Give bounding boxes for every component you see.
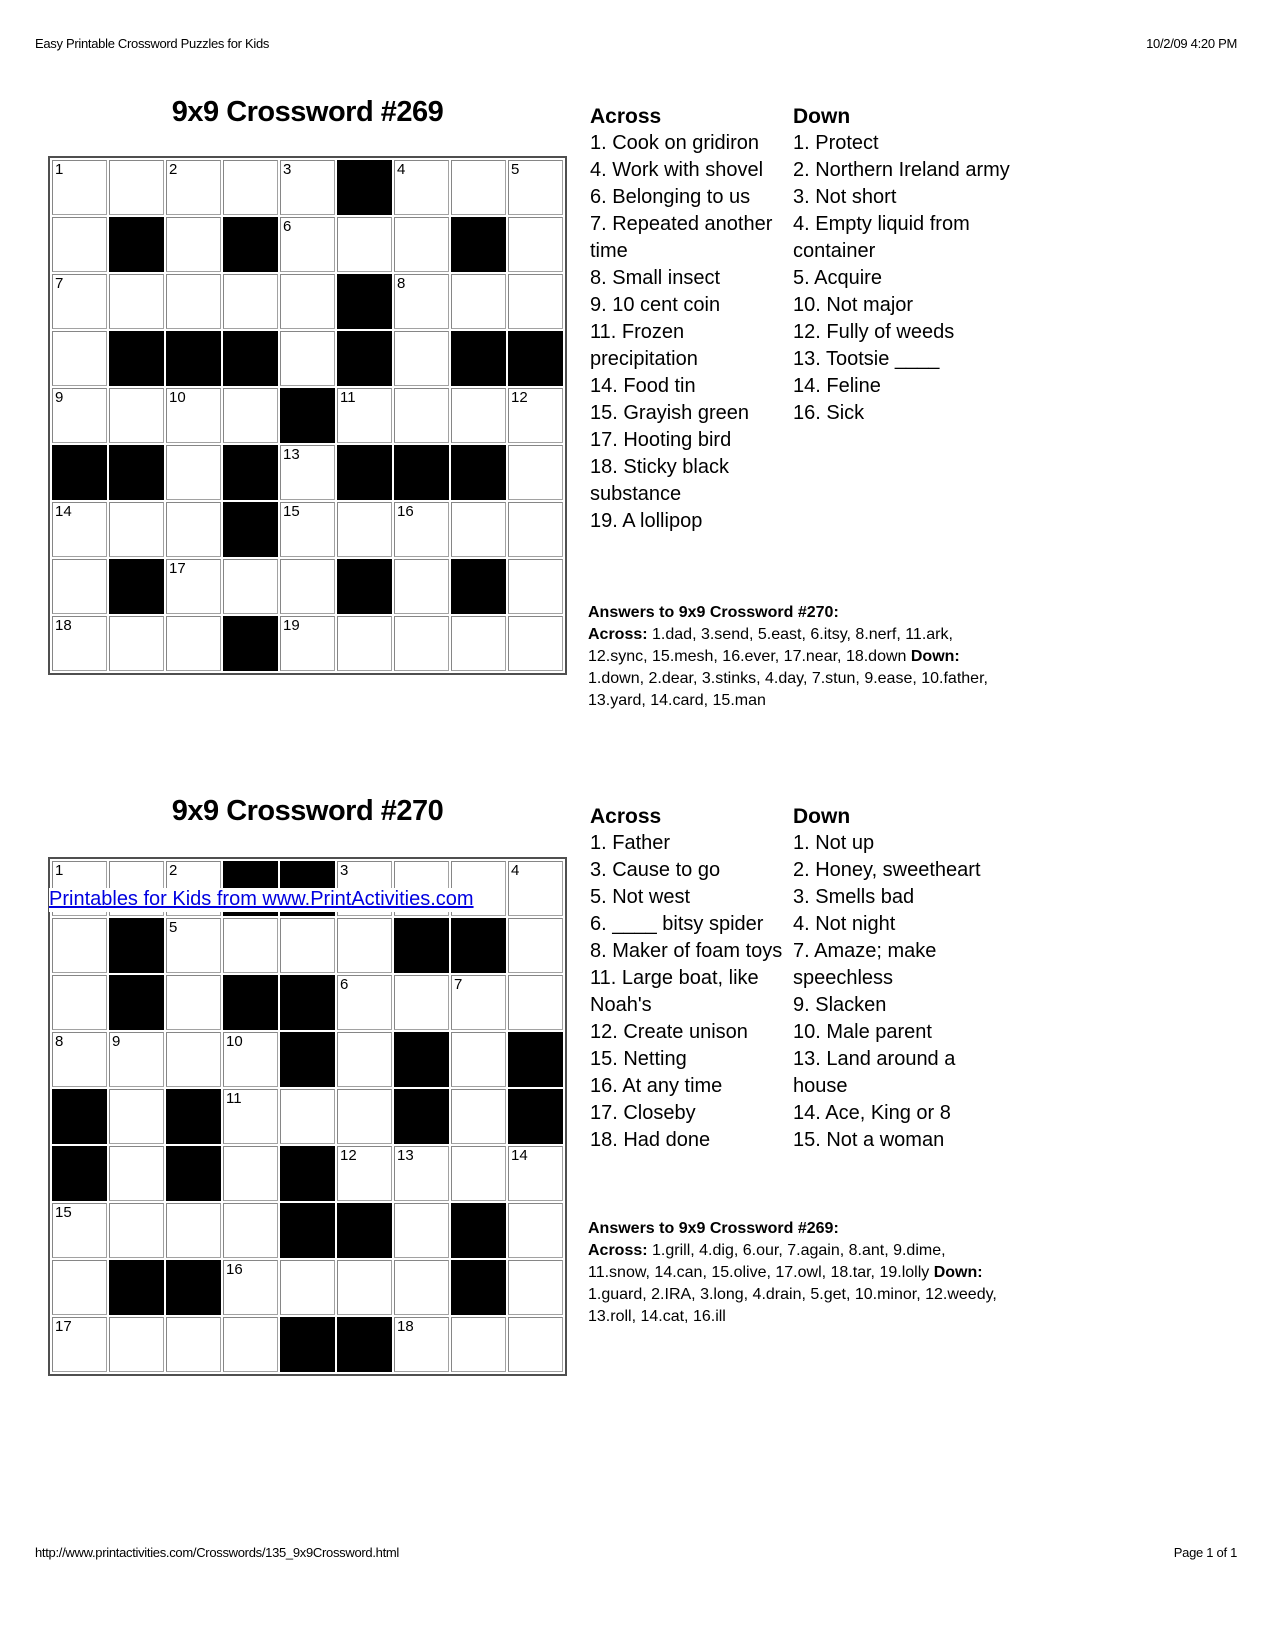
letter-cell <box>394 274 449 329</box>
crossword-grid <box>48 857 567 1376</box>
answers-block <box>588 602 1088 712</box>
black-cell <box>508 331 563 386</box>
letter-cell <box>223 1089 278 1144</box>
black-cell <box>394 918 449 973</box>
black-cell <box>337 331 392 386</box>
letter-cell <box>52 274 107 329</box>
black-cell <box>337 274 392 329</box>
letter-cell <box>223 1203 278 1258</box>
black-cell <box>451 559 506 614</box>
clue: 1. Not up <box>793 832 875 854</box>
black-cell <box>109 217 164 272</box>
cell-number: 17 <box>169 560 186 577</box>
letter-cell <box>508 274 563 329</box>
clue: 14. Food tin <box>590 375 696 397</box>
letter-cell <box>394 1317 449 1372</box>
letter-cell <box>52 1203 107 1258</box>
cell-number: 4 <box>397 161 406 178</box>
answers-line: 13.yard, 14.card, 15.man <box>588 692 766 709</box>
clue: 15. Grayish green <box>590 402 749 424</box>
letter-cell <box>451 502 506 557</box>
clue: 6. Belonging to us <box>590 186 751 208</box>
down-heading: Down <box>793 105 851 128</box>
clue: 7. Amaze; make speechless <box>793 940 937 989</box>
print-header-title: Easy Printable Crossword Puzzles for Kids <box>35 36 270 51</box>
letter-cell <box>52 616 107 671</box>
across-heading: Across <box>590 105 662 128</box>
letter-cell <box>52 160 107 215</box>
letter-cell <box>166 559 221 614</box>
cell-number: 14 <box>511 1147 528 1164</box>
clue: 4. Work with shovel <box>590 159 764 181</box>
answers-line: 1.guard, 2.IRA, 3.long, 4.drain, 5.get, 10.minor, 12.weedy, <box>588 1286 997 1303</box>
letter-cell <box>52 975 107 1030</box>
letter-cell <box>223 1146 278 1201</box>
black-cell <box>337 559 392 614</box>
answers-line: 1.down, 2.dear, 3.stinks, 4.day, 7.stun, 9.ease, 10.father, <box>588 670 988 687</box>
answers-line: 13.roll, 14.cat, 16.ill <box>588 1308 726 1325</box>
clue: 18. Sticky black substance <box>590 456 729 505</box>
black-cell <box>508 1089 563 1144</box>
cell-number: 18 <box>397 1318 414 1335</box>
cell-number: 10 <box>169 389 186 406</box>
clue: 12. Create unison <box>590 1021 748 1043</box>
cell-number: 1 <box>55 862 64 879</box>
cell-number: 11 <box>340 389 356 406</box>
across-heading: Across <box>590 805 662 828</box>
black-cell <box>109 918 164 973</box>
letter-cell <box>394 388 449 443</box>
letter-cell <box>52 1317 107 1372</box>
clue: 14. Ace, King or 8 <box>793 1102 951 1124</box>
cell-number: 8 <box>55 1033 64 1050</box>
cell-number: 3 <box>283 161 292 178</box>
cell-number: 5 <box>511 161 520 178</box>
black-cell <box>337 445 392 500</box>
letter-cell <box>166 217 221 272</box>
clue: 17. Closeby <box>590 1102 696 1124</box>
letter-cell <box>451 1146 506 1201</box>
black-cell <box>52 445 107 500</box>
letter-cell <box>394 559 449 614</box>
clue: 5. Acquire <box>793 267 882 289</box>
letter-cell <box>337 388 392 443</box>
cell-number: 13 <box>397 1147 414 1164</box>
cell-number: 13 <box>283 446 300 463</box>
clue: 11. Large boat, like Noah's <box>590 967 759 1016</box>
letter-cell <box>394 502 449 557</box>
letter-cell <box>280 160 335 215</box>
cell-number: 11 <box>226 1090 242 1107</box>
answers-line: 11.snow, 14.can, 15.olive, 17.owl, 18.tar, 19.lolly Down: <box>588 1264 983 1281</box>
letter-cell <box>166 1317 221 1372</box>
letter-cell <box>223 918 278 973</box>
clue: 7. Repeated another time <box>590 213 773 262</box>
letter-cell <box>280 274 335 329</box>
black-cell <box>223 217 278 272</box>
letter-cell <box>508 1203 563 1258</box>
clue: 3. Not short <box>793 186 897 208</box>
letter-cell <box>337 502 392 557</box>
letter-cell <box>280 445 335 500</box>
black-cell <box>109 559 164 614</box>
across-clues <box>590 130 785 535</box>
letter-cell <box>280 217 335 272</box>
down-heading: Down <box>793 805 851 828</box>
print-header-datetime: 10/2/09 4:20 PM <box>1146 36 1237 51</box>
black-cell <box>109 331 164 386</box>
cell-number: 19 <box>283 617 300 634</box>
answers-heading: Answers to 9x9 Crossword #270: <box>588 604 839 621</box>
cell-number: 15 <box>55 1204 72 1221</box>
letter-cell <box>394 331 449 386</box>
letter-cell <box>394 160 449 215</box>
letter-cell <box>223 559 278 614</box>
cell-number: 5 <box>169 919 178 936</box>
letter-cell <box>508 559 563 614</box>
cell-number: 1 <box>55 161 64 178</box>
black-cell <box>451 1203 506 1258</box>
black-cell <box>109 1260 164 1315</box>
black-cell <box>223 502 278 557</box>
letter-cell <box>109 1317 164 1372</box>
clue: 8. Small insect <box>590 267 721 289</box>
clue: 4. Not night <box>793 913 896 935</box>
cell-number: 3 <box>340 862 349 879</box>
letter-cell <box>337 1146 392 1201</box>
letter-cell <box>451 975 506 1030</box>
letter-cell <box>280 918 335 973</box>
letter-cell <box>109 1089 164 1144</box>
letter-cell <box>280 502 335 557</box>
letter-cell <box>52 388 107 443</box>
cell-number: 6 <box>283 218 292 235</box>
black-cell <box>52 1146 107 1201</box>
letter-cell <box>109 1032 164 1087</box>
black-cell <box>394 1089 449 1144</box>
down-clues-column <box>793 803 998 1154</box>
black-cell <box>223 616 278 671</box>
letter-cell <box>52 331 107 386</box>
black-cell <box>337 1317 392 1372</box>
letter-cell <box>337 616 392 671</box>
cell-number: 9 <box>55 389 64 406</box>
letter-cell <box>508 388 563 443</box>
letter-cell <box>508 1317 563 1372</box>
letter-cell <box>52 1032 107 1087</box>
letter-cell <box>508 160 563 215</box>
clue: 16. At any time <box>590 1075 723 1097</box>
footer-page-number: Page 1 of 1 <box>1173 1545 1237 1560</box>
cell-number: 12 <box>511 389 528 406</box>
letter-cell <box>52 217 107 272</box>
clue: 13. Tootsie ____ <box>793 348 940 370</box>
down-clues <box>793 830 998 1154</box>
answers-line: Across: 1.grill, 4.dig, 6.our, 7.again, 8.ant, 9.dime, <box>588 1242 946 1259</box>
letter-cell <box>508 1146 563 1201</box>
footer-url: http://www.printactivities.com/Crosswords/135_9x9Crossword.html <box>35 1545 400 1560</box>
letter-cell <box>451 1317 506 1372</box>
black-cell <box>109 975 164 1030</box>
clue: 13. Land around a house <box>793 1048 956 1097</box>
clue: 1. Father <box>590 832 671 854</box>
across-clues <box>590 830 785 1154</box>
down-clues <box>793 130 1028 427</box>
letter-cell <box>223 1260 278 1315</box>
black-cell <box>166 1260 221 1315</box>
letter-cell <box>337 1260 392 1315</box>
puzzle-title: 9x9 Crossword #269 <box>171 96 444 128</box>
black-cell <box>451 918 506 973</box>
letter-cell <box>109 1146 164 1201</box>
clue: 8. Maker of foam toys <box>590 940 783 962</box>
puzzle-title: 9x9 Crossword #270 <box>171 795 444 827</box>
cell-number: 9 <box>112 1033 121 1050</box>
letter-cell <box>337 918 392 973</box>
clue: 17. Hooting bird <box>590 429 732 451</box>
letter-cell <box>508 616 563 671</box>
letter-cell <box>166 502 221 557</box>
letter-cell <box>52 502 107 557</box>
clue: 2. Honey, sweetheart <box>793 859 981 881</box>
black-cell <box>166 331 221 386</box>
letter-cell <box>223 1317 278 1372</box>
answers-block <box>588 1218 1088 1328</box>
black-cell <box>166 1146 221 1201</box>
letter-cell <box>166 1032 221 1087</box>
letter-cell <box>394 975 449 1030</box>
black-cell <box>280 388 335 443</box>
letter-cell <box>337 1032 392 1087</box>
letter-cell <box>166 160 221 215</box>
black-cell <box>337 160 392 215</box>
letter-cell <box>451 1032 506 1087</box>
black-cell <box>280 1203 335 1258</box>
letter-cell <box>508 918 563 973</box>
cell-number: 16 <box>397 503 414 520</box>
letter-cell <box>280 559 335 614</box>
letter-cell <box>109 160 164 215</box>
letter-cell <box>109 274 164 329</box>
cell-number: 14 <box>55 503 72 520</box>
letter-cell <box>508 975 563 1030</box>
black-cell <box>451 445 506 500</box>
letter-cell <box>223 160 278 215</box>
clue: 4. Empty liquid from container <box>793 213 970 262</box>
clue: 11. Frozen precipitation <box>590 321 698 370</box>
letter-cell <box>223 274 278 329</box>
clue: 19. A lollipop <box>590 510 703 532</box>
clue: 15. Not a woman <box>793 1129 945 1151</box>
letter-cell <box>394 616 449 671</box>
clue: 1. Protect <box>793 132 879 154</box>
letter-cell <box>451 160 506 215</box>
printactivities-watermark-link[interactable]: Printables for Kids from www.PrintActivities.com <box>49 888 474 910</box>
answers-line: Across: 1.dad, 3.send, 5.east, 6.itsy, 8.nerf, 11.ark, <box>588 626 953 643</box>
clue: 3. Smells bad <box>793 886 915 908</box>
black-cell <box>508 1032 563 1087</box>
answers-lines <box>588 1240 1088 1328</box>
answers-heading: Answers to 9x9 Crossword #269: <box>588 1220 839 1237</box>
letter-cell <box>166 274 221 329</box>
letter-cell <box>166 388 221 443</box>
cell-number: 8 <box>397 275 406 292</box>
clue: 18. Had done <box>590 1129 711 1151</box>
cell-number: 6 <box>340 976 349 993</box>
black-cell <box>166 1089 221 1144</box>
cell-number: 15 <box>283 503 300 520</box>
letter-cell <box>394 1260 449 1315</box>
letter-cell <box>508 217 563 272</box>
letter-cell <box>166 1203 221 1258</box>
black-cell <box>394 1032 449 1087</box>
letter-cell <box>109 502 164 557</box>
letter-cell <box>508 502 563 557</box>
black-cell <box>280 1146 335 1201</box>
clue: 2. Northern Ireland army <box>793 159 1010 181</box>
black-cell <box>223 975 278 1030</box>
letter-cell <box>109 1203 164 1258</box>
letter-cell <box>337 1089 392 1144</box>
answers-lines <box>588 624 1088 712</box>
answers-line: 12.sync, 15.mesh, 16.ever, 17.near, 18.down Down: <box>588 648 960 665</box>
letter-cell <box>394 217 449 272</box>
black-cell <box>223 445 278 500</box>
letter-cell <box>451 1089 506 1144</box>
letter-cell <box>166 616 221 671</box>
clue: 6. ____ bitsy spider <box>590 913 764 935</box>
letter-cell <box>109 388 164 443</box>
letter-cell <box>508 1260 563 1315</box>
letter-cell <box>166 445 221 500</box>
clue: 1. Cook on gridiron <box>590 132 759 154</box>
cell-number: 2 <box>169 862 178 879</box>
clue: 9. 10 cent coin <box>590 294 721 316</box>
letter-cell <box>52 559 107 614</box>
clue: 9. Slacken <box>793 994 887 1016</box>
letter-cell <box>223 388 278 443</box>
black-cell <box>337 1203 392 1258</box>
black-cell <box>280 1032 335 1087</box>
across-clues-column <box>590 803 785 1154</box>
cell-number: 18 <box>55 617 72 634</box>
black-cell <box>109 445 164 500</box>
clue: 3. Cause to go <box>590 859 721 881</box>
letter-cell <box>337 217 392 272</box>
crossword-grid <box>48 156 567 675</box>
down-clues-column <box>793 103 1028 427</box>
cell-number: 7 <box>454 976 463 993</box>
letter-cell <box>508 445 563 500</box>
across-clues-column <box>590 103 785 535</box>
letter-cell <box>109 616 164 671</box>
cell-number: 2 <box>169 161 178 178</box>
clue: 15. Netting <box>590 1048 687 1070</box>
letter-cell <box>52 1260 107 1315</box>
black-cell <box>223 331 278 386</box>
black-cell <box>280 975 335 1030</box>
cell-number: 16 <box>226 1261 243 1278</box>
letter-cell <box>394 1146 449 1201</box>
letter-cell <box>166 918 221 973</box>
black-cell <box>280 1317 335 1372</box>
clue: 10. Male parent <box>793 1021 932 1043</box>
letter-cell <box>280 331 335 386</box>
cell-number: 12 <box>340 1147 357 1164</box>
clue: 10. Not major <box>793 294 914 316</box>
black-cell <box>52 1089 107 1144</box>
letter-cell <box>223 1032 278 1087</box>
clue: 16. Sick <box>793 402 865 424</box>
black-cell <box>451 217 506 272</box>
letter-cell <box>52 918 107 973</box>
letter-cell <box>451 616 506 671</box>
cell-number: 10 <box>226 1033 243 1050</box>
letter-cell <box>451 274 506 329</box>
letter-cell <box>394 1203 449 1258</box>
letter-cell <box>166 975 221 1030</box>
letter-cell <box>280 1089 335 1144</box>
cell-number: 4 <box>511 862 520 879</box>
black-cell <box>394 445 449 500</box>
letter-cell <box>337 975 392 1030</box>
clue: 12. Fully of weeds <box>793 321 955 343</box>
black-cell <box>451 331 506 386</box>
clue: 5. Not west <box>590 886 691 908</box>
cell-number: 7 <box>55 275 64 292</box>
letter-cell <box>280 1260 335 1315</box>
letter-cell <box>451 388 506 443</box>
letter-cell <box>508 861 563 916</box>
letter-cell <box>280 616 335 671</box>
black-cell <box>451 1260 506 1315</box>
cell-number: 17 <box>55 1318 72 1335</box>
clue: 14. Feline <box>793 375 881 397</box>
